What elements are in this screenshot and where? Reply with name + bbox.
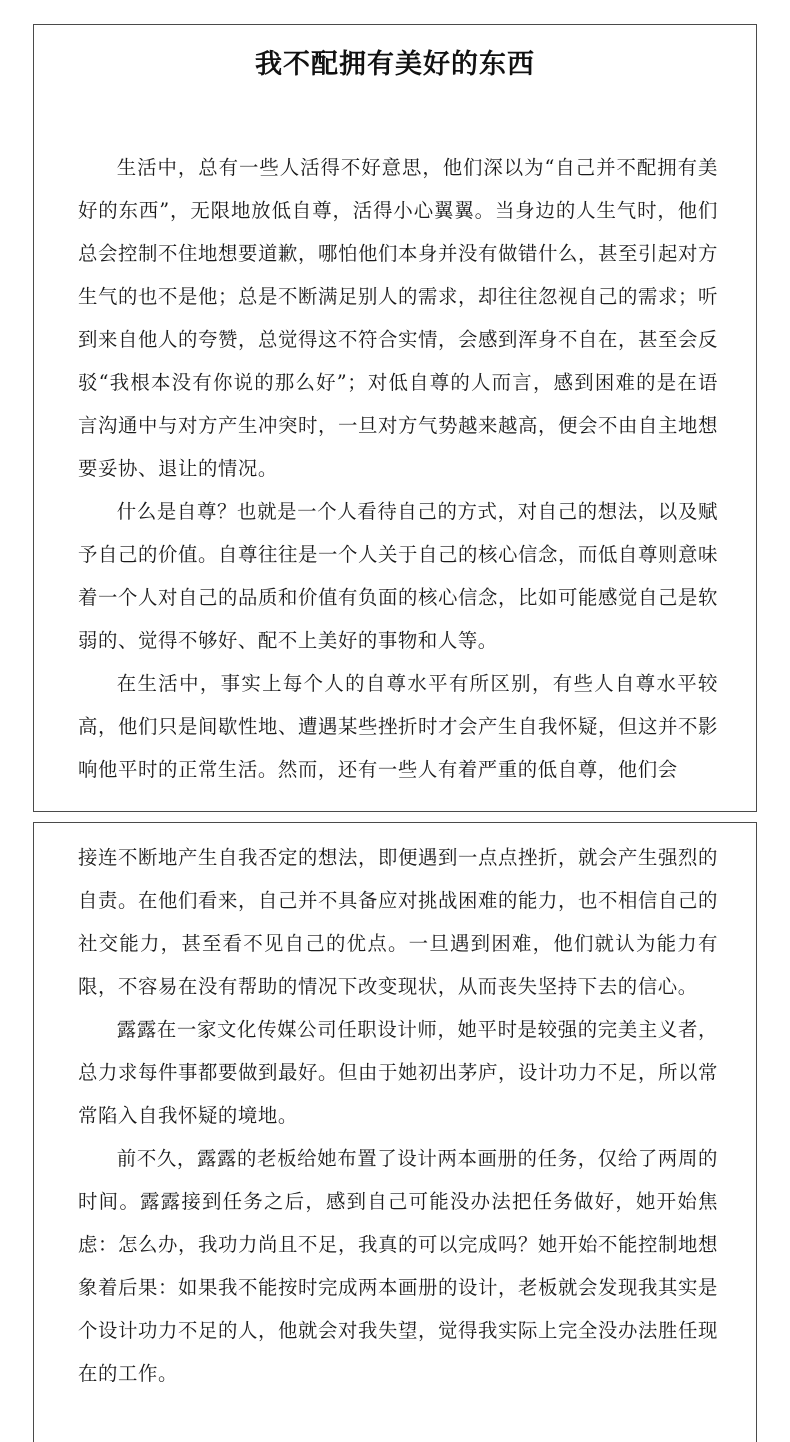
- paragraph-continued: 接连不断地产生自我否定的想法，即便遇到一点点挫折，就会产生强烈的自责。在他们看来，自己并不具备应对挑战困难的能力，也不相信自己的社交能力，甚至看不见自己的优点。一旦遇到困难，他们就认为能力有限，不容易在没有帮助的情况下改变现状，从而丧失坚持下去的信心。: [78, 846, 718, 998]
- page-title: 我不配拥有美好的东西: [255, 49, 535, 80]
- page-card-1: [33, 24, 757, 812]
- page-card-2: [33, 822, 757, 1442]
- paragraph: 前不久，露露的老板给她布置了设计两本画册的任务，仅给了两周的时间。露露接到任务之后，感到自己可能没办法把任务做好，她开始焦虑：怎么办，我功力尚且不足，我真的可以完成吗？她开始不能控制地想象着后果：如果我不能按时完成两本画册的设计，老板就会发现我其实是个设计功力不足的人，他就会对我失望，觉得我实际上完全没办法胜任现在的工作。: [78, 1147, 718, 1385]
- paragraph: 露露在一家文化传媒公司任职设计师，她平时是较强的完美主义者，总力求每件事都要做到最好。但由于她初出茅庐，设计功力不足，所以常常陷入自我怀疑的境地。: [78, 1018, 718, 1127]
- paragraph: 什么是自尊？也就是一个人看待自己的方式，对自己的想法，以及赋予自己的价值。自尊往往是一个人关于自己的核心信念，而低自尊则意味着一个人对自己的品质和价值有负面的核心信念，比如可能感觉自己是软弱的、觉得不够好、配不上美好的事物和人等。: [78, 500, 718, 652]
- page-1-body: [78, 146, 718, 791]
- page-2-body: [78, 836, 718, 1395]
- paragraph: 在生活中，事实上每个人的自尊水平有所区别，有些人自尊水平较高，他们只是间歇性地、遭遇某些挫折时才会产生自我怀疑，但这并不影响他平时的正常生活。然而，还有一些人有着严重的低自尊，他们会: [78, 672, 718, 781]
- paragraph: 生活中，总有一些人活得不好意思，他们深以为“自己并不配拥有美好的东西”，无限地放低自尊，活得小心翼翼。当身边的人生气时，他们总会控制不住地想要道歉，哪怕他们本身并没有做错什么，甚至引起对方生气的也不是他；总是不断满足别人的需求，却往往忽视自己的需求；听到来自他人的夸赞，总觉得这不符合实情，会感到浑身不自在，甚至会反驳“我根本没有你说的那么好”；对低自尊的人而言，感到困难的是在语言沟通中与对方产生冲突时，一旦对方气势越来越高，便会不由自主地想要妥协、退让的情况。: [78, 156, 718, 480]
